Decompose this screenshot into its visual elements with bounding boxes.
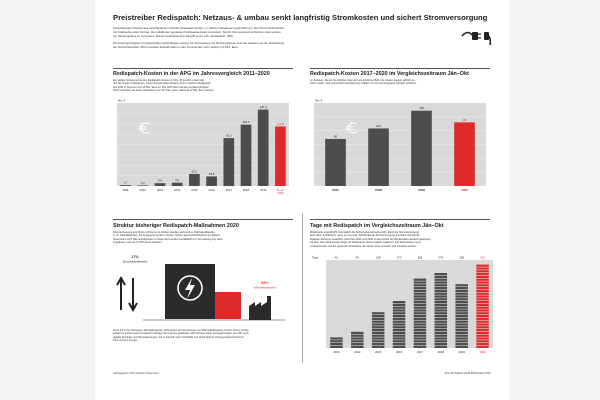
panel3-text bbox=[113, 231, 293, 245]
bar-segment bbox=[435, 340, 448, 342]
bar-segment bbox=[351, 337, 364, 339]
bar-segment bbox=[330, 340, 343, 342]
bar-segment bbox=[372, 312, 385, 314]
data-label: 62 bbox=[355, 255, 359, 260]
bar-segment bbox=[476, 295, 489, 297]
data-label: 104 bbox=[376, 123, 381, 128]
panel3-footer-line: Rund 83 % der bisherigen RD-Maßnahmen 2020 gehen auf den Einsatz von Wärmekraftwerken zurück. Deren Verfüg- bbox=[113, 329, 250, 332]
bar-segment bbox=[393, 307, 406, 309]
data-label: 118,3 bbox=[242, 120, 250, 125]
data-label: 23,2 bbox=[191, 169, 198, 174]
panel1-line: seit 2011 in Summe rund 12 Mio. Euro an. Der APG-Netz hat den Großteil getragen bbox=[113, 85, 209, 89]
bar-segment bbox=[455, 346, 468, 348]
bar-segment bbox=[476, 273, 489, 275]
panel1-rule bbox=[113, 68, 293, 69]
bar-segment bbox=[435, 309, 448, 311]
x-tick-label: 2013 bbox=[333, 350, 340, 354]
bar-segment bbox=[414, 279, 427, 281]
bar-segment bbox=[476, 298, 489, 300]
bar-segment bbox=[435, 290, 448, 292]
intro-line: hat Kraftwerke unter Vertrag, die notfalls den geplanten Kraftwerkseinsatz verändern. Sprich: Die Leistung hochfahren oder senken, bbox=[113, 30, 282, 34]
bar-segment bbox=[476, 335, 489, 337]
x-tick-label: 2012 bbox=[139, 188, 146, 192]
bar-segment bbox=[372, 321, 385, 323]
bar-segment bbox=[435, 329, 448, 331]
data-label: 5,4 bbox=[158, 178, 162, 183]
bar-segment bbox=[476, 270, 489, 272]
panel3-heading: Struktur bisheriger Redispatch-Maßnahmen 2020 bbox=[113, 223, 239, 229]
panel4-heading: Tage mit Redispatch im Vergleichszeitraum Jän–Okt bbox=[310, 223, 444, 229]
panel3-line: Österreichs sind Wärmekraftwerke im Osten des Landes unerlässlich zur Vermeidung von Netz- bbox=[113, 237, 224, 241]
data-label: 42 bbox=[334, 255, 338, 260]
x-tick-label: 2017 bbox=[332, 188, 339, 192]
x-tick-label: 2020 bbox=[277, 191, 284, 196]
bar-segment bbox=[455, 298, 468, 300]
x-tick-label: 2017 bbox=[416, 350, 424, 354]
data-label: 6,4 bbox=[175, 178, 180, 183]
bar-segment bbox=[351, 335, 364, 337]
bar-segment bbox=[372, 329, 385, 331]
bar-segment bbox=[435, 318, 448, 320]
bar-segment bbox=[455, 329, 468, 331]
panel3-footer-line: digitale Produkte und Dienstleistungen, die in Zukunft mehr Flexibilität und damit höhere Versorgungssicherheit im bbox=[113, 335, 244, 339]
panel4-line: Ab dem Jahr 2016 wurden Tage mit Redispatch nahezu täglich registriert. Der Netzausbau muss bbox=[310, 241, 421, 245]
data-label: 173 bbox=[396, 255, 402, 260]
bar-segment bbox=[435, 298, 448, 300]
bar-segment bbox=[393, 321, 406, 323]
bar-segment bbox=[372, 335, 385, 337]
bar-segment bbox=[414, 309, 427, 311]
plug-icon bbox=[460, 25, 492, 47]
panel3-line: engpässen, wie sie im APG-Netz auftreten. bbox=[113, 241, 163, 245]
data-label: 92,3 bbox=[226, 133, 232, 138]
bar-segment bbox=[351, 332, 364, 334]
x-tick-label: 2014 bbox=[354, 350, 361, 354]
bar-segment bbox=[393, 337, 406, 339]
data-label: 258 bbox=[417, 255, 423, 260]
bar-segment bbox=[476, 329, 489, 331]
bar bbox=[189, 174, 200, 186]
data-label: 147,3 bbox=[259, 105, 267, 110]
bar-segment bbox=[393, 315, 406, 317]
bar-segment bbox=[435, 301, 448, 303]
bar-segment bbox=[476, 332, 489, 334]
bar-segment bbox=[476, 323, 489, 325]
bar-segment bbox=[455, 326, 468, 328]
bar-segment bbox=[435, 284, 448, 286]
intro-line: um Netzengpässe zu vermeiden. Dieser kostenintensive Eingriff nennt sich „Redispatch“ (RD). bbox=[113, 34, 234, 38]
bar-segment bbox=[476, 309, 489, 311]
bar-segment bbox=[435, 335, 448, 337]
bar-segment bbox=[393, 323, 406, 325]
bar-segment bbox=[476, 318, 489, 320]
bar-segment bbox=[393, 346, 406, 348]
y-axis-label: Mio. € bbox=[315, 99, 323, 103]
bar-segment bbox=[435, 315, 448, 317]
bar bbox=[258, 110, 269, 186]
bar-segment bbox=[414, 290, 427, 292]
up-down-arrows-icon bbox=[117, 278, 137, 310]
bar-segment bbox=[435, 276, 448, 278]
bar-segment bbox=[414, 326, 427, 328]
footer-right: APG ENTGELTLICHE EINSCHALTUNG bbox=[444, 372, 491, 375]
intro-line: Stromleitungen können aus verschiedenen Gründen überlastet werden. In solchen Situationen greift APG ein. Der Stromnetzbetreiber bbox=[113, 26, 284, 30]
panel2-line: Im Zeitraum Jänner bis Oktober zeigt sich ein ähnliches Bild: Die Kosten steigen jährlich an. bbox=[310, 79, 416, 82]
panel1-line: und die Kosten explodieren. Österreichweit fielen bislang noch in Sachen Redispatch bbox=[113, 82, 211, 86]
factory-icon bbox=[249, 296, 271, 320]
bar-segment bbox=[414, 295, 427, 297]
bar-segment bbox=[393, 304, 406, 306]
bar-segment bbox=[476, 276, 489, 278]
x-tick-label: 01.10. bbox=[276, 188, 285, 192]
bar-segment bbox=[455, 287, 468, 289]
bar-segment bbox=[351, 346, 364, 348]
data-label: 85 bbox=[333, 134, 338, 139]
bar-segment bbox=[414, 284, 427, 286]
intro-text bbox=[113, 26, 458, 38]
bar bbox=[454, 122, 475, 186]
x-tick-label: 2016 bbox=[395, 350, 403, 354]
chart-struktur-redispatch-2020 bbox=[113, 250, 293, 328]
x-tick-label: 2018 bbox=[375, 188, 382, 192]
bar-segment bbox=[476, 321, 489, 323]
bar-segment bbox=[351, 343, 364, 345]
bar-segment bbox=[393, 343, 406, 345]
bar bbox=[137, 185, 148, 186]
bar-segment bbox=[414, 343, 427, 345]
bar-segment bbox=[372, 343, 385, 345]
panel2-rule bbox=[310, 68, 490, 69]
bar bbox=[172, 183, 183, 186]
bar-segment bbox=[435, 281, 448, 283]
page-title: Preistreiber Redispatch: Netzaus- & umbau senkt langfristig Stromkosten und sichert Stromversorgung bbox=[113, 13, 488, 22]
bar-segment bbox=[435, 343, 448, 345]
y-axis-label: Mio. € bbox=[118, 99, 126, 103]
panel3-footer-line: barkeit ist jedoch aufgrund aktuell niedriger Strompreise gefährdet. APG arbeitet daher an Ergänzungen zum RD neue bbox=[113, 332, 249, 336]
bar-segment bbox=[476, 304, 489, 306]
bar-segment bbox=[414, 332, 427, 334]
panel1-line: Ein starker Anstieg ist bei den Redispatch-Kosten (in Mio. €) deutlich erkennbar bbox=[113, 79, 205, 82]
bar bbox=[120, 185, 131, 186]
x-tick-label: 2019 bbox=[418, 188, 425, 192]
bar-segment bbox=[372, 315, 385, 317]
bar-segment bbox=[455, 293, 468, 295]
bar-segment bbox=[455, 312, 468, 314]
bar-segment bbox=[476, 340, 489, 342]
bar-segment bbox=[372, 318, 385, 320]
plot-background bbox=[326, 260, 493, 348]
panel3-footer-line: Stromsystem bringen. bbox=[113, 339, 139, 343]
bar-segment bbox=[351, 340, 364, 342]
bar-segment bbox=[330, 346, 343, 348]
bar-segment bbox=[435, 295, 448, 297]
bar-segment bbox=[435, 332, 448, 334]
panel3-line: Stromerzeugung aus Wind und Sonne ist schwer planbar, jetzt sind es Wärmekraftwerke bbox=[113, 231, 215, 234]
x-tick-label: 2015 bbox=[375, 350, 382, 354]
intro-line: der Netzinfrastruktur. APG investiert deshalb allein in den kommenden zehn Jahren 2,9 Mrd. Euro. bbox=[113, 45, 239, 49]
data-label: 18,5 bbox=[208, 171, 215, 176]
x-tick-label: 2015 bbox=[191, 188, 198, 192]
bar-segment bbox=[435, 326, 448, 328]
x-tick-label: 2018 bbox=[437, 350, 444, 354]
bar-segment bbox=[455, 309, 468, 311]
bar bbox=[411, 111, 432, 186]
divider bbox=[302, 213, 303, 363]
bar-segment bbox=[414, 281, 427, 283]
data-label: 136 bbox=[419, 106, 424, 111]
bar-segment bbox=[414, 293, 427, 295]
poster bbox=[95, 0, 509, 400]
intro-text-2 bbox=[113, 41, 458, 49]
bar-segment bbox=[372, 332, 385, 334]
bar-segment bbox=[435, 346, 448, 348]
bar bbox=[368, 128, 389, 186]
bar-segment bbox=[455, 318, 468, 320]
bar bbox=[223, 138, 234, 186]
panel4-text bbox=[310, 231, 495, 248]
panel1-heading: Redispatch-Kosten in der APG im Jahresvergleich 2011–2020 bbox=[113, 71, 270, 77]
bar-segment bbox=[414, 318, 427, 320]
tage-label: Tage bbox=[312, 255, 319, 260]
bar-segment bbox=[414, 337, 427, 339]
bar-segment bbox=[414, 298, 427, 300]
x-tick-label: 2014 bbox=[174, 188, 181, 192]
bar-segment bbox=[476, 343, 489, 345]
panel4-line: auch dann funktioniert, wenn es eng wird. Schwankende Stromerzeugung aus Wind und Sonne bbox=[310, 234, 420, 238]
panel2-text bbox=[310, 79, 490, 86]
bar-segment bbox=[393, 318, 406, 320]
bar-segment bbox=[455, 321, 468, 323]
bar-segment bbox=[414, 340, 427, 342]
bar-segment bbox=[435, 279, 448, 281]
bar-segment bbox=[476, 265, 489, 267]
bar bbox=[275, 126, 286, 186]
x-tick-label: 2013 bbox=[156, 188, 164, 192]
share-value: 17% bbox=[131, 255, 139, 259]
bar-segment bbox=[455, 340, 468, 342]
bar-segment bbox=[455, 337, 468, 339]
bar bbox=[325, 139, 346, 186]
bar-segment bbox=[455, 304, 468, 306]
bar-segment bbox=[455, 284, 468, 286]
panel1-line: 2019 erreichten sie einen Höchstwert von 147 Mio. Euro, während 12 Mio. Euro gesamt bbox=[113, 89, 214, 93]
bar-segment bbox=[330, 343, 343, 345]
panel3-rule bbox=[113, 219, 293, 220]
bar-segment bbox=[393, 335, 406, 337]
chart-redispatch-kosten-2011-2020 bbox=[113, 97, 293, 200]
bar-segment bbox=[435, 304, 448, 306]
bar-segment bbox=[455, 307, 468, 309]
bar-segment bbox=[414, 307, 427, 309]
bar-segment bbox=[372, 346, 385, 348]
bar-segment bbox=[476, 290, 489, 292]
bar-segment bbox=[414, 315, 427, 317]
bar-segment bbox=[435, 321, 448, 323]
bar-segment bbox=[435, 293, 448, 295]
data-label: 138 bbox=[375, 255, 381, 260]
bar-segment bbox=[476, 284, 489, 286]
bar-segment bbox=[372, 323, 385, 325]
share-label: Wärmekraftwerke bbox=[253, 285, 277, 290]
panel2-line: Nicht zuletzt, weil erneuerbare Einspeisung volatiler ist und Netzengpässe häufiger auftreten. bbox=[310, 82, 417, 86]
x-tick-label: 2011 bbox=[122, 188, 129, 192]
bar-segment bbox=[393, 340, 406, 342]
footer-left: Auftraggeber: APG Austrian Power Grid bbox=[113, 372, 159, 375]
intro-line: Die kostengünstigste und gleichzeitig nachhaltigste Lösung zur Vermeidung von Netzengpässen sind der Ausbau und die Verstärkung bbox=[113, 41, 285, 45]
data-label: 115 bbox=[462, 117, 467, 122]
bar-segment bbox=[455, 295, 468, 297]
panel3-line: (z. B. Gaskraftwerke), die eingesetzt werden müssen. Neben Speicherkraftwerken im Westen bbox=[113, 234, 221, 238]
panel4-line: voranschreiten und die gesamte Infrastruktur der Netze muss erweitert und verstärkt werden. bbox=[310, 244, 417, 248]
bar-segment bbox=[455, 301, 468, 303]
bar-segment bbox=[414, 287, 427, 289]
data-label: 114,8 bbox=[277, 121, 284, 126]
bar bbox=[206, 176, 217, 186]
bar-segment bbox=[435, 307, 448, 309]
bar-segment bbox=[476, 301, 489, 303]
bar-segment bbox=[476, 267, 489, 269]
panel3-footer bbox=[113, 329, 293, 343]
bar-segment bbox=[372, 337, 385, 339]
bar-segment bbox=[393, 312, 406, 314]
bar bbox=[241, 125, 252, 186]
x-tick-label: 2020 bbox=[461, 188, 468, 192]
x-tick-label: 2019 bbox=[260, 188, 267, 192]
bar-segment bbox=[476, 281, 489, 283]
bar-segment bbox=[455, 315, 468, 317]
x-tick-label: 2019 bbox=[458, 350, 465, 354]
bar-segment bbox=[414, 321, 427, 323]
data-label: 1,7 bbox=[123, 180, 128, 185]
bar-segment bbox=[435, 312, 448, 314]
bar-segment bbox=[393, 332, 406, 334]
bar-segment bbox=[476, 312, 489, 314]
bar-segment bbox=[435, 273, 448, 275]
x-tick-label: 2020 bbox=[479, 350, 486, 354]
bar-segment bbox=[476, 279, 489, 281]
data-label: 1,2 bbox=[140, 180, 145, 185]
bar-segment bbox=[372, 340, 385, 342]
bar-segment bbox=[393, 309, 406, 311]
data-label: 239 bbox=[459, 255, 465, 260]
bar-segment bbox=[393, 326, 406, 328]
bar-segment bbox=[414, 335, 427, 337]
share-value: 83% bbox=[261, 281, 269, 285]
bar-segment bbox=[455, 343, 468, 345]
bar-segment bbox=[455, 335, 468, 337]
bar-segment bbox=[455, 323, 468, 325]
chart-tage-mit-redispatch bbox=[310, 252, 495, 360]
bar-segment bbox=[476, 326, 489, 328]
bar-segment bbox=[476, 287, 489, 289]
panel2-heading: Redispatch-Kosten 2017–2020 im Vergleichszeitraum Jän–Okt bbox=[310, 71, 469, 77]
bar-segment bbox=[372, 326, 385, 328]
bar-segment bbox=[414, 301, 427, 303]
bar-segment bbox=[414, 312, 427, 314]
bar-segment bbox=[393, 329, 406, 331]
bar-segment bbox=[393, 301, 406, 303]
bar bbox=[155, 183, 166, 186]
bar-segment bbox=[476, 307, 489, 309]
bar-segment bbox=[435, 323, 448, 325]
bar-segment bbox=[455, 332, 468, 334]
bar-segment bbox=[455, 290, 468, 292]
panel4-line: belasten das Netz zusätzlich. Zwischen 2011 und 2020 ist die Anzahl der RD-Einsätze deutlich gestiegen. bbox=[310, 237, 432, 241]
bar-segment bbox=[476, 337, 489, 339]
data-label: 279 bbox=[438, 255, 444, 260]
bar-segment bbox=[476, 293, 489, 295]
bar-segment bbox=[414, 323, 427, 325]
bar-segment bbox=[414, 346, 427, 348]
bar-segment bbox=[414, 304, 427, 306]
panel1-text bbox=[113, 79, 288, 93]
x-tick-label: 2016 bbox=[208, 188, 215, 192]
bar-segment bbox=[435, 337, 448, 339]
panel4-rule bbox=[310, 219, 490, 220]
bar-segment bbox=[435, 287, 448, 289]
bar-segment bbox=[414, 329, 427, 331]
bar-segment bbox=[476, 315, 489, 317]
bar-segment bbox=[476, 346, 489, 348]
x-tick-label: 2017 bbox=[225, 188, 232, 192]
chart-redispatch-kosten-2017-2020 bbox=[310, 97, 490, 200]
share-label: Speicherkraftwerke bbox=[122, 259, 148, 264]
data-label: 313 bbox=[480, 255, 485, 260]
x-tick-label: 2018 bbox=[242, 188, 250, 192]
bar-segment bbox=[330, 337, 343, 339]
panel4-line: Mittlerweile ergreift APG fast täglich die Sicherheitsmaßnahme RD, damit die Stromversorgung bbox=[310, 231, 419, 234]
share-bar bbox=[215, 292, 241, 319]
